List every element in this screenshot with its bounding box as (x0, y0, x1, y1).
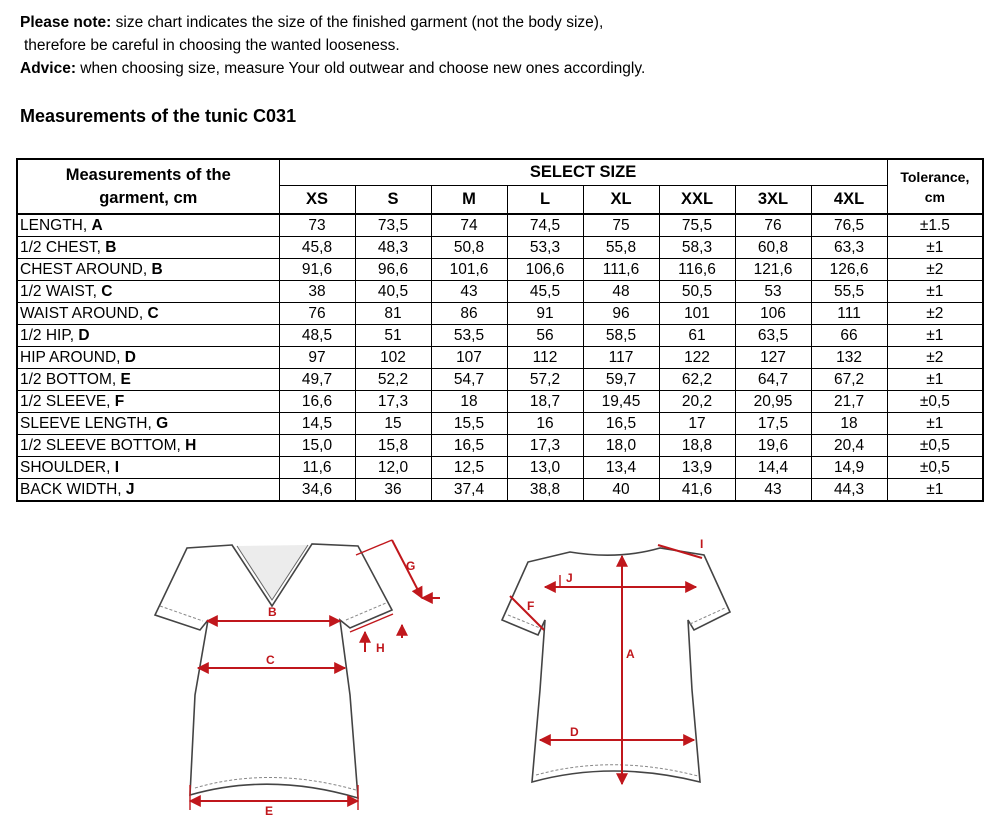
select-size-header: SELECT SIZE (279, 159, 887, 186)
label-j-back: J (566, 571, 573, 585)
size-value-cell: 61 (659, 325, 735, 347)
table-row (17, 281, 983, 303)
size-value-cell: 66 (811, 325, 887, 347)
size-value-cell: 74 (431, 214, 507, 237)
size-value-cell: 55,5 (811, 281, 887, 303)
size-value-cell: 59,7 (583, 369, 659, 391)
size-value-cell: 101,6 (431, 259, 507, 281)
size-value-cell: 76,5 (811, 214, 887, 237)
size-value-cell: 21,7 (811, 391, 887, 413)
row-label (17, 237, 279, 259)
label-e-front: E (265, 804, 274, 818)
row-label-text: LENGTH, (20, 216, 92, 234)
row-label (17, 259, 279, 281)
size-m: M (431, 186, 507, 215)
size-value-cell: 11,6 (279, 457, 355, 479)
size-value-cell: 15,8 (355, 435, 431, 457)
size-value-cell: 49,7 (279, 369, 355, 391)
label-a-back: A (626, 647, 635, 661)
size-value-cell: 53,5 (431, 325, 507, 347)
size-value-cell: 20,2 (659, 391, 735, 413)
table-row (17, 479, 983, 502)
size-value-cell: 20,95 (735, 391, 811, 413)
size-value-cell: 16,5 (431, 435, 507, 457)
size-value-cell: 43 (431, 281, 507, 303)
size-s: S (355, 186, 431, 215)
size-value-cell: 111,6 (583, 259, 659, 281)
size-value-cell: 58,3 (659, 237, 735, 259)
tolerance-cell: ±1 (887, 413, 983, 435)
size-value-cell: 106 (735, 303, 811, 325)
size-value-cell: 76 (735, 214, 811, 237)
size-value-cell: 17,3 (507, 435, 583, 457)
size-value-cell: 17,3 (355, 391, 431, 413)
tolerance-cell: ±1 (887, 325, 983, 347)
tolerance-cell: ±2 (887, 259, 983, 281)
size-value-cell: 14,9 (811, 457, 887, 479)
size-value-cell: 127 (735, 347, 811, 369)
note-line-1 (20, 11, 645, 34)
size-value-cell: 116,6 (659, 259, 735, 281)
row-label (17, 214, 279, 237)
row-label (17, 435, 279, 457)
label-b-front: B (268, 605, 277, 619)
row-label-text: 1/2 HIP, (20, 326, 79, 344)
row-label (17, 391, 279, 413)
row-label-text: 1/2 CHEST, (20, 238, 106, 256)
tolerance-cell: ±1 (887, 237, 983, 259)
size-value-cell: 121,6 (735, 259, 811, 281)
row-label-code: I (114, 458, 120, 476)
size-value-cell: 53 (735, 281, 811, 303)
size-value-cell: 63,5 (735, 325, 811, 347)
label-h-front: H (376, 641, 385, 655)
row-label-text: WAIST AROUND, (20, 304, 148, 322)
row-label-text: 1/2 BOTTOM, (20, 370, 121, 388)
tolerance-cell: ±1 (887, 369, 983, 391)
row-label-code: D (124, 348, 136, 366)
size-value-cell: 97 (279, 347, 355, 369)
size-value-cell: 76 (279, 303, 355, 325)
size-value-cell: 14,4 (735, 457, 811, 479)
row-label (17, 281, 279, 303)
size-value-cell: 91 (507, 303, 583, 325)
page-title: Measurements of the tunic C031 (20, 106, 297, 126)
measurements-header-line2: garment, cm (99, 188, 198, 207)
tolerance-cell: ±0,5 (887, 457, 983, 479)
size-value-cell: 58,5 (583, 325, 659, 347)
size-value-cell: 67,2 (811, 369, 887, 391)
row-label-text: SHOULDER, (20, 458, 115, 476)
size-value-cell: 16,6 (279, 391, 355, 413)
row-label (17, 303, 279, 325)
table-row (17, 325, 983, 347)
size-value-cell: 53,3 (507, 237, 583, 259)
size-value-cell: 56 (507, 325, 583, 347)
size-xs: XS (279, 186, 355, 215)
size-value-cell: 102 (355, 347, 431, 369)
size-value-cell: 15,5 (431, 413, 507, 435)
note-text-3: when choosing size, measure Your old outwear and choose new ones accordingly. (76, 60, 646, 77)
size-value-cell: 122 (659, 347, 735, 369)
size-value-cell: 41,6 (659, 479, 735, 502)
row-label-text: 1/2 SLEEVE, (20, 392, 115, 410)
size-value-cell: 60,8 (735, 237, 811, 259)
note-line-3 (20, 57, 645, 80)
size-value-cell: 50,8 (431, 237, 507, 259)
size-value-cell: 15 (355, 413, 431, 435)
garment-diagrams (0, 520, 990, 840)
size-value-cell: 117 (583, 347, 659, 369)
label-c-front: C (266, 653, 275, 667)
size-value-cell: 96,6 (355, 259, 431, 281)
row-label-text: SLEEVE LENGTH, (20, 414, 157, 432)
table-row (17, 347, 983, 369)
size-value-cell: 75 (583, 214, 659, 237)
table-row (17, 303, 983, 325)
size-value-cell: 57,2 (507, 369, 583, 391)
size-value-cell: 112 (507, 347, 583, 369)
size-xl: XL (583, 186, 659, 215)
row-label-code: F (114, 392, 125, 410)
size-table (16, 158, 984, 502)
size-value-cell: 15,0 (279, 435, 355, 457)
measurements-header-line1: Measurements of the (65, 165, 231, 184)
row-label-text: BACK WIDTH, (20, 480, 126, 498)
size-value-cell: 18,7 (507, 391, 583, 413)
tolerance-cell: ±2 (887, 303, 983, 325)
size-value-cell: 91,6 (279, 259, 355, 281)
size-value-cell: 55,8 (583, 237, 659, 259)
size-value-cell: 51 (355, 325, 431, 347)
size-value-cell: 48,3 (355, 237, 431, 259)
tolerance-header-line2: cm (924, 188, 945, 205)
row-label-code: B (151, 260, 163, 278)
size-value-cell: 132 (811, 347, 887, 369)
table-row (17, 259, 983, 281)
size-value-cell: 20,4 (811, 435, 887, 457)
size-value-cell: 73,5 (355, 214, 431, 237)
row-label-code: C (147, 304, 159, 322)
table-row (17, 214, 983, 237)
size-value-cell: 40,5 (355, 281, 431, 303)
size-value-cell: 107 (431, 347, 507, 369)
size-value-cell: 54,7 (431, 369, 507, 391)
label-d-back: D (570, 725, 579, 739)
size-value-cell: 17,5 (735, 413, 811, 435)
tolerance-cell: ±0,5 (887, 435, 983, 457)
size-value-cell: 38 (279, 281, 355, 303)
size-value-cell: 43 (735, 479, 811, 502)
size-value-cell: 19,6 (735, 435, 811, 457)
row-label-code: C (101, 282, 113, 300)
size-value-cell: 12,0 (355, 457, 431, 479)
row-label-code: B (105, 238, 117, 256)
size-value-cell: 86 (431, 303, 507, 325)
size-value-cell: 63,3 (811, 237, 887, 259)
size-value-cell: 13,0 (507, 457, 583, 479)
tolerance-cell: ±2 (887, 347, 983, 369)
size-value-cell: 18 (811, 413, 887, 435)
note-label-advice: Advice: (20, 60, 76, 77)
size-value-cell: 34,6 (279, 479, 355, 502)
size-value-cell: 64,7 (735, 369, 811, 391)
label-f-back: F (527, 599, 535, 613)
row-label (17, 369, 279, 391)
measurements-header (17, 159, 279, 214)
size-value-cell: 18,0 (583, 435, 659, 457)
tolerance-header (887, 159, 983, 214)
table-row (17, 457, 983, 479)
size-value-cell: 40 (583, 479, 659, 502)
size-value-cell: 101 (659, 303, 735, 325)
back-garment-drawing (502, 537, 730, 784)
row-label-code: J (125, 480, 135, 498)
size-value-cell: 19,45 (583, 391, 659, 413)
size-value-cell: 81 (355, 303, 431, 325)
row-label-text: CHEST AROUND, (20, 260, 152, 278)
size-value-cell: 12,5 (431, 457, 507, 479)
size-value-cell: 17 (659, 413, 735, 435)
note-line-2: therefore be careful in choosing the wanted looseness. (24, 37, 400, 54)
row-label (17, 457, 279, 479)
row-label-code: G (156, 414, 169, 432)
row-label-code: A (91, 216, 103, 234)
size-value-cell: 52,2 (355, 369, 431, 391)
size-value-cell: 13,9 (659, 457, 735, 479)
size-value-cell: 18,8 (659, 435, 735, 457)
size-value-cell: 126,6 (811, 259, 887, 281)
size-value-cell: 62,2 (659, 369, 735, 391)
size-value-cell: 44,3 (811, 479, 887, 502)
size-value-cell: 36 (355, 479, 431, 502)
table-row (17, 237, 983, 259)
table-row (17, 413, 983, 435)
size-value-cell: 48 (583, 281, 659, 303)
row-label-code: E (120, 370, 131, 388)
size-value-cell: 50,5 (659, 281, 735, 303)
tolerance-header-line1: Tolerance, (900, 168, 970, 185)
front-garment-drawing (155, 540, 440, 818)
tolerance-cell: ±1.5 (887, 214, 983, 237)
size-value-cell: 16,5 (583, 413, 659, 435)
row-label (17, 413, 279, 435)
tolerance-cell: ±1 (887, 281, 983, 303)
size-value-cell: 45,5 (507, 281, 583, 303)
size-value-cell: 13,4 (583, 457, 659, 479)
size-value-cell: 106,6 (507, 259, 583, 281)
size-l: L (507, 186, 583, 215)
size-value-cell: 48,5 (279, 325, 355, 347)
tolerance-cell: ±0,5 (887, 391, 983, 413)
size-value-cell: 14,5 (279, 413, 355, 435)
size-value-cell: 38,8 (507, 479, 583, 502)
size-value-cell: 73 (279, 214, 355, 237)
row-label-text: 1/2 WAIST, (20, 282, 102, 300)
label-i-back: I (700, 537, 704, 551)
size-value-cell: 16 (507, 413, 583, 435)
note-label-please: Please note: (20, 14, 112, 31)
row-label (17, 479, 279, 502)
size-3xl: 3XL (735, 186, 811, 215)
row-label-code: H (185, 436, 197, 454)
size-value-cell: 111 (811, 303, 887, 325)
label-g-front: G (406, 559, 416, 573)
tolerance-cell: ±1 (887, 479, 983, 502)
table-row (17, 391, 983, 413)
size-note (20, 11, 645, 80)
size-value-cell: 96 (583, 303, 659, 325)
size-value-cell: 74,5 (507, 214, 583, 237)
row-label (17, 347, 279, 369)
row-label-code: D (78, 326, 90, 344)
size-xxl: XXL (659, 186, 735, 215)
row-label-text: 1/2 SLEEVE BOTTOM, (20, 436, 186, 454)
row-label-text: HIP AROUND, (20, 348, 125, 366)
note-text-1: size chart indicates the size of the finished garment (not the body size), (111, 14, 604, 31)
size-value-cell: 37,4 (431, 479, 507, 502)
size-value-cell: 18 (431, 391, 507, 413)
table-row (17, 369, 983, 391)
row-label (17, 325, 279, 347)
size-value-cell: 45,8 (279, 237, 355, 259)
table-row (17, 435, 983, 457)
size-4xl: 4XL (811, 186, 887, 215)
size-value-cell: 75,5 (659, 214, 735, 237)
